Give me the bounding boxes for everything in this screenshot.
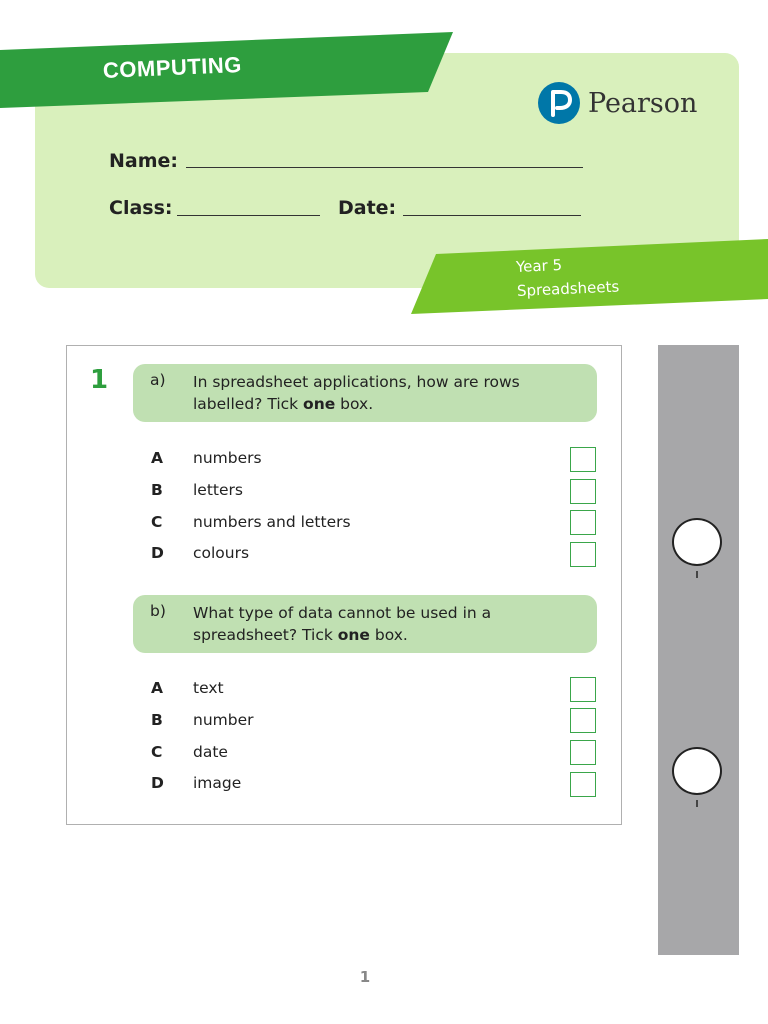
option-letter: D xyxy=(151,774,164,792)
prompt-text xyxy=(193,602,573,646)
topic-label: Spreadsheets xyxy=(516,277,620,300)
prompt-text-end: box. xyxy=(335,395,374,413)
name-label: Name: xyxy=(109,150,179,172)
page-number: 1 xyxy=(359,968,371,986)
question-number: 1 xyxy=(90,365,109,395)
question-prompt-b xyxy=(133,595,597,653)
year-topic-tag xyxy=(0,230,768,320)
question-prompt-a xyxy=(133,364,597,422)
tick-box-a-numbers[interactable] xyxy=(570,447,596,472)
date-label: Date: xyxy=(338,197,397,219)
option-letter: C xyxy=(151,513,163,531)
part-letter: b) xyxy=(150,602,166,620)
class-label: Class: xyxy=(109,197,173,219)
mark-box-b[interactable] xyxy=(672,747,722,795)
pearson-logo xyxy=(538,80,697,126)
mark-indicator-a xyxy=(696,571,698,578)
tick-box-b-date[interactable] xyxy=(570,740,596,765)
prompt-text-start: What type of data cannot be used in a spreadsheet? Tick xyxy=(193,604,492,644)
option-text: letters xyxy=(193,481,243,499)
tick-box-a-colours[interactable] xyxy=(570,542,596,567)
option-text: image xyxy=(193,774,242,792)
part-letter: a) xyxy=(150,371,166,389)
year-label: Year 5 xyxy=(515,255,563,276)
prompt-text-start: In spreadsheet applications, how are rows labelled? Tick xyxy=(193,373,520,413)
option-text: colours xyxy=(193,544,250,562)
option-text: numbers and letters xyxy=(193,513,351,531)
option-letter: A xyxy=(151,449,163,467)
tick-box-a-letters[interactable] xyxy=(570,479,596,504)
tick-box-a-numbers-and-letters[interactable] xyxy=(570,510,596,535)
option-text: number xyxy=(193,711,254,729)
date-field[interactable] xyxy=(403,215,581,216)
tick-box-b-number[interactable] xyxy=(570,708,596,733)
subject-title: COMPUTING xyxy=(102,51,243,83)
class-field[interactable] xyxy=(177,215,320,216)
option-letter: B xyxy=(151,481,163,499)
mark-box-a[interactable] xyxy=(672,518,722,566)
option-text: text xyxy=(193,679,224,697)
option-letter: D xyxy=(151,544,164,562)
tick-box-b-image[interactable] xyxy=(570,772,596,797)
prompt-text xyxy=(193,371,573,415)
prompt-text-end: box. xyxy=(369,626,408,644)
option-letter: B xyxy=(151,711,163,729)
tick-box-b-text[interactable] xyxy=(570,677,596,702)
prompt-emphasis: one xyxy=(303,395,336,413)
option-text: numbers xyxy=(193,449,262,467)
pearson-p-icon xyxy=(538,82,580,124)
name-field[interactable] xyxy=(186,167,583,168)
mark-indicator-b xyxy=(696,800,698,807)
pearson-logo-text: Pearson xyxy=(588,87,698,119)
marking-margin xyxy=(658,345,739,955)
option-letter: A xyxy=(151,679,163,697)
prompt-emphasis: one xyxy=(337,626,370,644)
option-letter: C xyxy=(151,743,163,761)
option-text: date xyxy=(193,743,228,761)
